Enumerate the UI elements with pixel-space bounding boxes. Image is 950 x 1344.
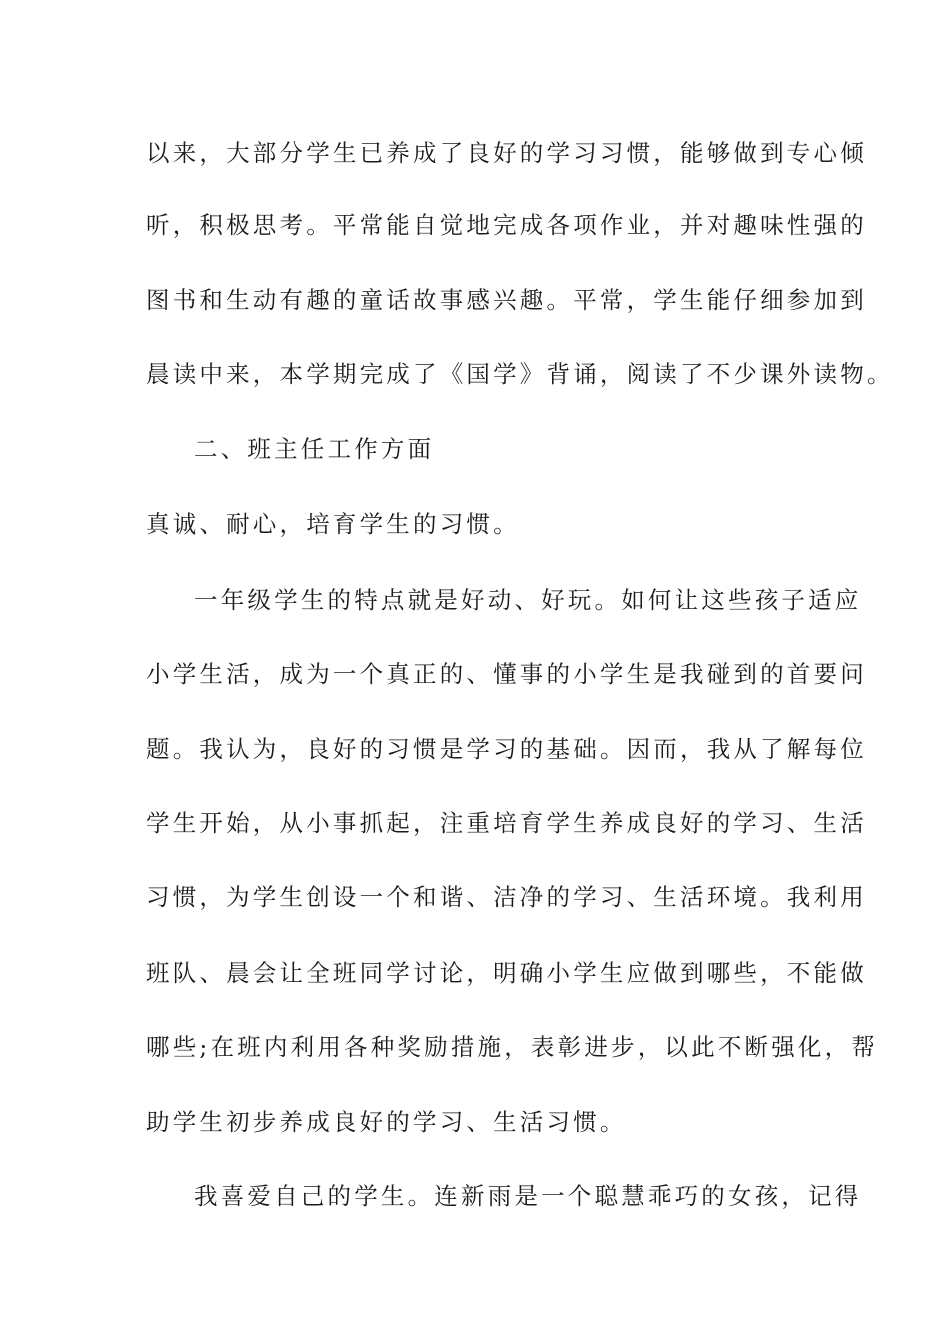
- paragraph-line: 小学生活，成为一个真正的、懂事的小学生是我碰到的首要问: [146, 660, 867, 688]
- paragraph-line: 听，积极思考。平常能自觉地完成各项作业，并对趣味性强的: [146, 211, 867, 239]
- paragraph-line: 晨读中来，本学期完成了《国学》背诵，阅读了不少课外读物。: [146, 360, 894, 388]
- paragraph-line: 我喜爱自己的学生。连新雨是一个聪慧乖巧的女孩，记得: [194, 1182, 862, 1210]
- paragraph-line: 哪些;在班内利用各种奖励措施，表彰进步，以此不断强化，帮: [146, 1033, 879, 1061]
- paragraph-line: 以来，大部分学生已养成了良好的学习习惯，能够做到专心倾: [146, 139, 867, 167]
- paragraph-line: 助学生初步养成良好的学习、生活习惯。: [146, 1108, 627, 1136]
- section-subheading: 真诚、耐心，培育学生的习惯。: [146, 510, 520, 538]
- paragraph-line: 班队、晨会让全班同学讨论，明确小学生应做到哪些，不能做: [146, 959, 867, 987]
- paragraph-line: 学生开始，从小事抓起，注重培育学生养成良好的学习、生活: [146, 809, 867, 837]
- paragraph-line: 题。我认为，良好的习惯是学习的基础。因而，我从了解每位: [146, 735, 867, 763]
- section-heading: 二、班主任工作方面: [194, 435, 435, 463]
- paragraph-line: 一年级学生的特点就是好动、好玩。如何让这些孩子适应: [194, 586, 862, 614]
- paragraph-line: 习惯，为学生创设一个和谐、洁净的学习、生活环境。我利用: [146, 883, 867, 911]
- paragraph-line: 图书和生动有趣的童话故事感兴趣。平常，学生能仔细参加到: [146, 286, 867, 314]
